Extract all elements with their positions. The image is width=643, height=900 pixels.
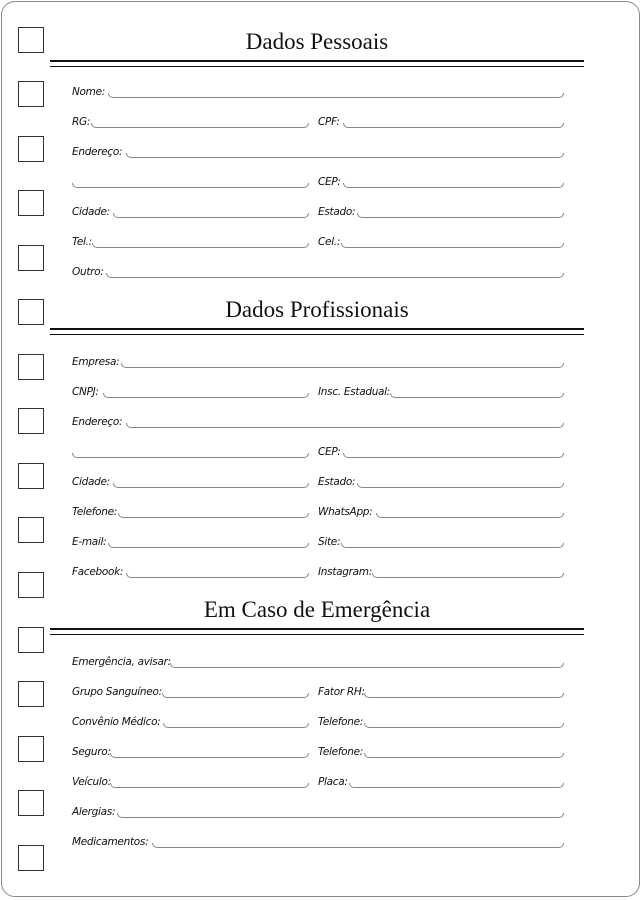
field-fator-rh[interactable] (364, 693, 564, 698)
field-veiculo[interactable] (110, 783, 309, 788)
field-estado[interactable] (357, 483, 564, 488)
field-grupo-sanguineo[interactable] (162, 693, 309, 698)
label-convenio-medico: Convênio Médico: (72, 716, 161, 728)
label-veiculo: Veículo: (72, 776, 111, 788)
field-tel[interactable] (92, 243, 309, 248)
field-telefone-2[interactable] (364, 753, 564, 758)
checkbox-1[interactable] (18, 27, 44, 53)
title-rule-thick (50, 328, 584, 330)
field-cnpj[interactable] (103, 393, 309, 398)
checkbox-5[interactable] (18, 245, 44, 271)
label-medicamentos: Medicamentos: (72, 836, 149, 848)
title-rule-thin (50, 334, 584, 335)
field-endereco[interactable] (126, 153, 564, 158)
checkbox-15[interactable] (18, 790, 44, 816)
label-nome: Nome: (72, 86, 106, 98)
checkbox-11[interactable] (18, 572, 44, 598)
checkbox-6[interactable] (18, 299, 44, 325)
label-cidade: Cidade: (72, 476, 110, 488)
checkbox-3[interactable] (18, 136, 44, 162)
label-telefone: Telefone: (72, 506, 118, 518)
label-grupo-sanguineo: Grupo Sanguíneo: (72, 686, 162, 698)
field-instagram[interactable] (372, 573, 564, 578)
field-endereco-cont[interactable] (72, 183, 309, 188)
label-telefone-1: Telefone: (318, 716, 364, 728)
label-site: Site: (318, 536, 341, 548)
checkbox-7[interactable] (18, 354, 44, 380)
field-cep[interactable] (343, 453, 564, 458)
label-email: E-mail: (72, 536, 107, 548)
field-whatsapp[interactable] (376, 513, 564, 518)
field-cpf[interactable] (343, 123, 564, 128)
field-endereco-cont[interactable] (72, 453, 309, 458)
field-cidade[interactable] (113, 213, 309, 218)
label-seguro: Seguro: (72, 746, 111, 758)
field-cep[interactable] (343, 183, 564, 188)
checkbox-12[interactable] (18, 627, 44, 653)
field-email[interactable] (108, 543, 309, 548)
label-empresa: Empresa: (72, 356, 120, 368)
field-facebook[interactable] (126, 573, 309, 578)
label-estado: Estado: (318, 206, 356, 218)
label-estado: Estado: (318, 476, 356, 488)
label-cep: CEP: (318, 446, 341, 458)
checkbox-14[interactable] (18, 736, 44, 762)
checkbox-8[interactable] (18, 408, 44, 434)
label-instagram: Instagram: (318, 566, 372, 578)
field-insc-estadual[interactable] (390, 393, 564, 398)
field-empresa[interactable] (121, 363, 564, 368)
label-whatsapp: WhatsApp: (318, 506, 373, 518)
label-fator-rh: Fator RH: (318, 686, 365, 698)
checkbox-10[interactable] (18, 517, 44, 543)
field-convenio-medico[interactable] (163, 723, 309, 728)
section-title-pessoais: Dados Pessoais (245, 29, 389, 54)
field-nome[interactable] (108, 93, 564, 98)
field-emergencia-avisar[interactable] (170, 663, 564, 668)
field-outro[interactable] (106, 273, 564, 278)
field-cel[interactable] (341, 243, 564, 248)
checkbox-13[interactable] (18, 681, 44, 707)
label-outro: Outro: (72, 266, 104, 278)
label-endereco: Endereço: (72, 146, 123, 158)
field-rg[interactable] (91, 123, 309, 128)
label-emergencia-avisar: Emergência, avisar: (72, 656, 171, 668)
label-facebook: Facebook: (72, 566, 124, 578)
field-telefone-1[interactable] (364, 723, 564, 728)
checkbox-4[interactable] (18, 190, 44, 216)
checkbox-2[interactable] (18, 81, 44, 107)
field-telefone[interactable] (118, 513, 309, 518)
title-rule-thick (50, 628, 584, 630)
label-telefone-2: Telefone: (318, 746, 364, 758)
label-cpf: CPF: (318, 116, 340, 128)
title-rule-thin (50, 634, 584, 635)
label-rg: RG: (72, 116, 91, 128)
field-cidade[interactable] (113, 483, 309, 488)
field-endereco[interactable] (126, 423, 564, 428)
label-cidade: Cidade: (72, 206, 110, 218)
label-cel: Cel.: (318, 236, 341, 248)
label-alergias: Alergias: (72, 806, 116, 818)
title-rule-thick (50, 60, 584, 62)
field-medicamentos[interactable] (152, 843, 564, 848)
field-alergias[interactable] (117, 813, 564, 818)
section-title-profissionais: Dados Profissionais (225, 297, 409, 322)
label-endereco: Endereço: (72, 416, 123, 428)
label-cep: CEP: (318, 176, 341, 188)
field-estado[interactable] (357, 213, 564, 218)
title-rule-thin (50, 66, 584, 67)
field-seguro[interactable] (110, 753, 309, 758)
section-title-emergencia: Em Caso de Emergência (203, 597, 431, 622)
field-placa[interactable] (349, 783, 564, 788)
checkbox-16[interactable] (18, 845, 44, 871)
field-site[interactable] (341, 543, 564, 548)
label-insc-estadual: Insc. Estadual: (318, 386, 391, 398)
checkbox-9[interactable] (18, 463, 44, 489)
label-tel: Tel.: (72, 236, 92, 248)
label-placa: Placa: (318, 776, 348, 788)
label-cnpj: CNPJ: (72, 386, 99, 398)
